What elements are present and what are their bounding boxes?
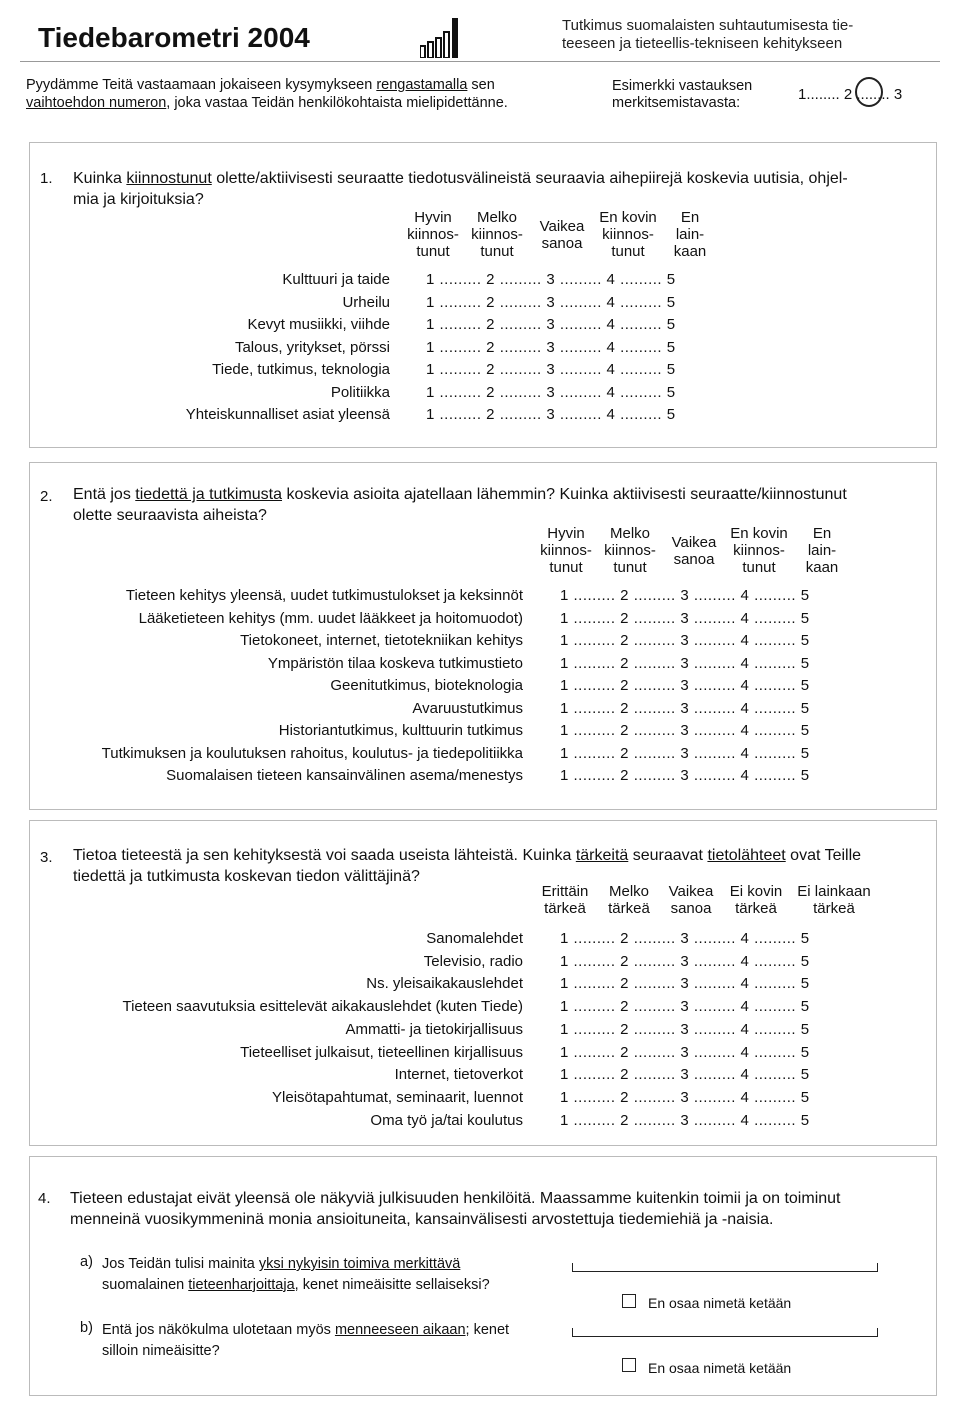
q1-row-label: Yhteiskunnalliset asiat yleensä	[185, 406, 390, 423]
q2-row-label: Ympäristön tilaa koskeva tutkimustieto	[267, 654, 523, 672]
q1-row-label: Politiikka	[330, 383, 390, 401]
example-scale: 1........ 2 ........ 3	[798, 86, 903, 103]
q4b-line-tick-left	[572, 1328, 573, 1336]
q1-row-label: Urheilu	[342, 293, 390, 311]
q2-row-label: Avaruustutkimus	[412, 699, 523, 717]
q4-text: Tieteen edustajat eivät yleensä ole näkyviä julkisuuden henkilöitä. Maassamme kuitenkin toimii ja on toiminut menneinä vuosikymmeninä monia ansioituneita, kansainvälisesti arvostettuja tiedemiehiä ja -naisia.	[70, 1190, 841, 1228]
q1-answer-scale[interactable]: 1 ......... 2 ......... 3 ......... 4 ......... 5	[426, 361, 676, 378]
q2-answer-scale[interactable]: 1 ......... 2 ......... 3 ......... 4 ......... 5	[560, 654, 810, 672]
q1-answer-scale[interactable]: 1 ......... 2 ......... 3 ......... 4 ......... 5	[426, 406, 676, 423]
example-label: Esimerkki vastauksen merkitsemistavasta:	[612, 78, 753, 111]
q2-answer-scale[interactable]: 1 ......... 2 ......... 3 ......... 4 ......... 5	[560, 587, 810, 604]
q1-row-label: Talous, yritykset, pörssi	[234, 338, 390, 356]
header-divider	[20, 61, 940, 62]
q2-row-label: Historiantutkimus, kulttuurin tutkimus	[278, 722, 523, 739]
q2-column-header: En kovin kiinnos- tunut	[730, 525, 788, 576]
q3-row-label: Sanomalehdet	[426, 930, 523, 947]
q2-column-header: En lain- kaan	[805, 525, 839, 576]
q4a-answer-line[interactable]	[572, 1271, 878, 1272]
q2-answer-scale[interactable]: 1 ......... 2 ......... 3 ......... 4 ......... 5	[560, 632, 810, 649]
instructions: Pyydämme Teitä vastaamaan jokaiseen kysymykseen rengastamalla sen vaihtoehdon numeron, joka vastaa Teidän henkilökohtaista mielipidettänne.	[26, 77, 508, 111]
q1-number: 1.	[40, 170, 53, 187]
q3-row-label: Televisio, radio	[423, 952, 523, 970]
q3-row-label: Ammatti- ja tietokirjallisuus	[345, 1020, 523, 1038]
q3-row-label: Internet, tietoverkot	[394, 1066, 523, 1084]
q3-answer-scale[interactable]: 1 ......... 2 ......... 3 ......... 4 ......... 5	[560, 998, 810, 1016]
q3-answer-scale[interactable]: 1 ......... 2 ......... 3 ......... 4 ......... 5	[560, 1043, 810, 1061]
example-circle-icon	[855, 77, 883, 107]
q3-row-label: Tieteelliset julkaisut, tieteellinen kirjallisuus	[240, 1043, 523, 1061]
subtitle: Tutkimus suomalaisten suhtautumisesta tie- teeseen ja tieteellis-tekniseen kehitykseen	[562, 17, 854, 52]
q3-row-label: Ns. yleisaikakauslehdet	[366, 975, 523, 993]
q1-column-header: Vaikea sanoa	[539, 218, 585, 252]
q2-column-header: Hyvin kiinnos- tunut	[540, 525, 592, 576]
q3-row-label: Oma työ ja/tai koulutus	[370, 1111, 523, 1129]
q4a-line-tick-right	[877, 1263, 878, 1271]
q3-answer-scale[interactable]: 1 ......... 2 ......... 3 ......... 4 ......... 5	[560, 1020, 810, 1038]
q2-answer-scale[interactable]: 1 ......... 2 ......... 3 ......... 4 ......... 5	[560, 699, 810, 717]
q3-column-header: Erittäin tärkeä	[541, 883, 589, 917]
q4b-text: Entä jos näkökulma ulotetaan myös menneeseen aikaan; kenet silloin nimeäisitte?	[102, 1322, 510, 1359]
q1-row-label: Tiede, tutkimus, teknologia	[212, 361, 390, 378]
q1-text: Kuinka kiinnostunut olette/aktiivisesti seuraatte tiedotusvälineistä seuraavia aihepiirejä koskevia uutisia, ohjel- mia ja kirjoituksia?	[73, 170, 848, 208]
q4b-label: b)	[80, 1320, 93, 1336]
q2-row-label: Tutkimuksen ja koulutuksen rahoitus, koulutus- ja tiedepolitiikka	[101, 744, 523, 762]
barchart-logo-icon	[420, 16, 460, 58]
q2-row-label: Geenitutkimus, bioteknologia	[330, 677, 523, 694]
q1-column-header: Hyvin kiinnos- tunut	[407, 209, 459, 260]
q2-row-label: Tieteen kehitys yleensä, uudet tutkimustulokset ja keksinnöt	[125, 587, 523, 604]
q2-answer-scale[interactable]: 1 ......... 2 ......... 3 ......... 4 ......... 5	[560, 767, 810, 784]
q3-answer-scale[interactable]: 1 ......... 2 ......... 3 ......... 4 ......... 5	[560, 1066, 810, 1084]
q2-number: 2.	[40, 488, 53, 505]
page-title: Tiedebarometri 2004	[38, 22, 310, 53]
q2-row-label: Tietokoneet, internet, tietotekniikan kehitys	[240, 632, 523, 649]
q4b-cannot-name-checkbox[interactable]	[622, 1358, 636, 1372]
q1-column-header: Melko kiinnos- tunut	[471, 209, 523, 260]
q4a-line-tick-left	[572, 1263, 573, 1271]
q2-answer-scale[interactable]: 1 ......... 2 ......... 3 ......... 4 ......... 5	[560, 609, 810, 627]
q3-answer-scale[interactable]: 1 ......... 2 ......... 3 ......... 4 ......... 5	[560, 930, 810, 947]
q3-row-label: Tieteen saavutuksia esittelevät aikakauslehdet (kuten Tiede)	[122, 998, 523, 1016]
q4-number: 4.	[38, 1190, 51, 1207]
q3-answer-scale[interactable]: 1 ......... 2 ......... 3 ......... 4 ......... 5	[560, 975, 810, 993]
q3-column-header: Ei kovin tärkeä	[729, 883, 783, 917]
q3-answer-scale[interactable]: 1 ......... 2 ......... 3 ......... 4 ......... 5	[560, 952, 810, 970]
q2-text: Entä jos tiedettä ja tutkimusta koskevia asioita ajatellaan lähemmin? Kuinka aktiivisesti seuraatte/kiinnostunut olette seuraavista aiheista?	[73, 486, 847, 524]
q1-row-label: Kulttuuri ja taide	[282, 271, 390, 288]
q3-row-label: Yleisötapahtumat, seminaarit, luennot	[272, 1088, 523, 1106]
q2-row-label: Suomalaisen tieteen kansainvälinen asema/menestys	[166, 767, 523, 784]
q4b-answer-line[interactable]	[572, 1336, 878, 1337]
q1-column-header: En kovin kiinnos- tunut	[599, 209, 657, 260]
q4b-line-tick-right	[877, 1328, 878, 1336]
q3-answer-scale[interactable]: 1 ......... 2 ......... 3 ......... 4 ......... 5	[560, 1088, 810, 1106]
q2-answer-scale[interactable]: 1 ......... 2 ......... 3 ......... 4 ......... 5	[560, 744, 810, 762]
q2-column-header: Vaikea sanoa	[671, 534, 717, 568]
q2-answer-scale[interactable]: 1 ......... 2 ......... 3 ......... 4 ......... 5	[560, 722, 810, 739]
q1-answer-scale[interactable]: 1 ......... 2 ......... 3 ......... 4 ......... 5	[426, 338, 676, 356]
q1-row-label: Kevyt musiikki, viihde	[247, 316, 390, 333]
q4a-cannot-name-label: En osaa nimetä ketään	[648, 1295, 792, 1311]
q3-column-header: Vaikea sanoa	[668, 883, 714, 917]
q1-answer-scale[interactable]: 1 ......... 2 ......... 3 ......... 4 ......... 5	[426, 383, 676, 401]
q3-answer-scale[interactable]: 1 ......... 2 ......... 3 ......... 4 ......... 5	[560, 1111, 810, 1129]
q4a-cannot-name-checkbox[interactable]	[622, 1294, 636, 1308]
q1-column-header: En lain- kaan	[673, 209, 707, 260]
q4b-cannot-name-label: En osaa nimetä ketään	[648, 1360, 792, 1376]
q3-number: 3.	[40, 849, 53, 866]
q2-answer-scale[interactable]: 1 ......... 2 ......... 3 ......... 4 ......... 5	[560, 677, 810, 694]
q3-column-header: Ei lainkaan tärkeä	[797, 883, 871, 917]
q4a-label: a)	[80, 1254, 93, 1270]
q1-answer-scale[interactable]: 1 ......... 2 ......... 3 ......... 4 ......... 5	[426, 316, 676, 333]
q3-column-header: Melko tärkeä	[608, 883, 650, 917]
q1-answer-scale[interactable]: 1 ......... 2 ......... 3 ......... 4 ......... 5	[426, 293, 676, 311]
q4a-text: Jos Teidän tulisi mainita yksi nykyisin toimiva merkittävä suomalainen tieteenharjoittaja, kenet nimeäisitte sellaiseksi?	[102, 1256, 490, 1293]
q2-row-label: Lääketieteen kehitys (mm. uudet lääkkeet ja hoitomuodot)	[138, 609, 523, 627]
q3-text: Tietoa tieteestä ja sen kehityksestä voi saada useista lähteistä. Kuinka tärkeitä seuraavat tietolähteet ovat Teille tiedettä ja tutkimusta koskevan tiedon välittäjinä?	[73, 847, 862, 885]
q1-answer-scale[interactable]: 1 ......... 2 ......... 3 ......... 4 ......... 5	[426, 271, 676, 288]
q2-column-header: Melko kiinnos- tunut	[604, 525, 656, 576]
